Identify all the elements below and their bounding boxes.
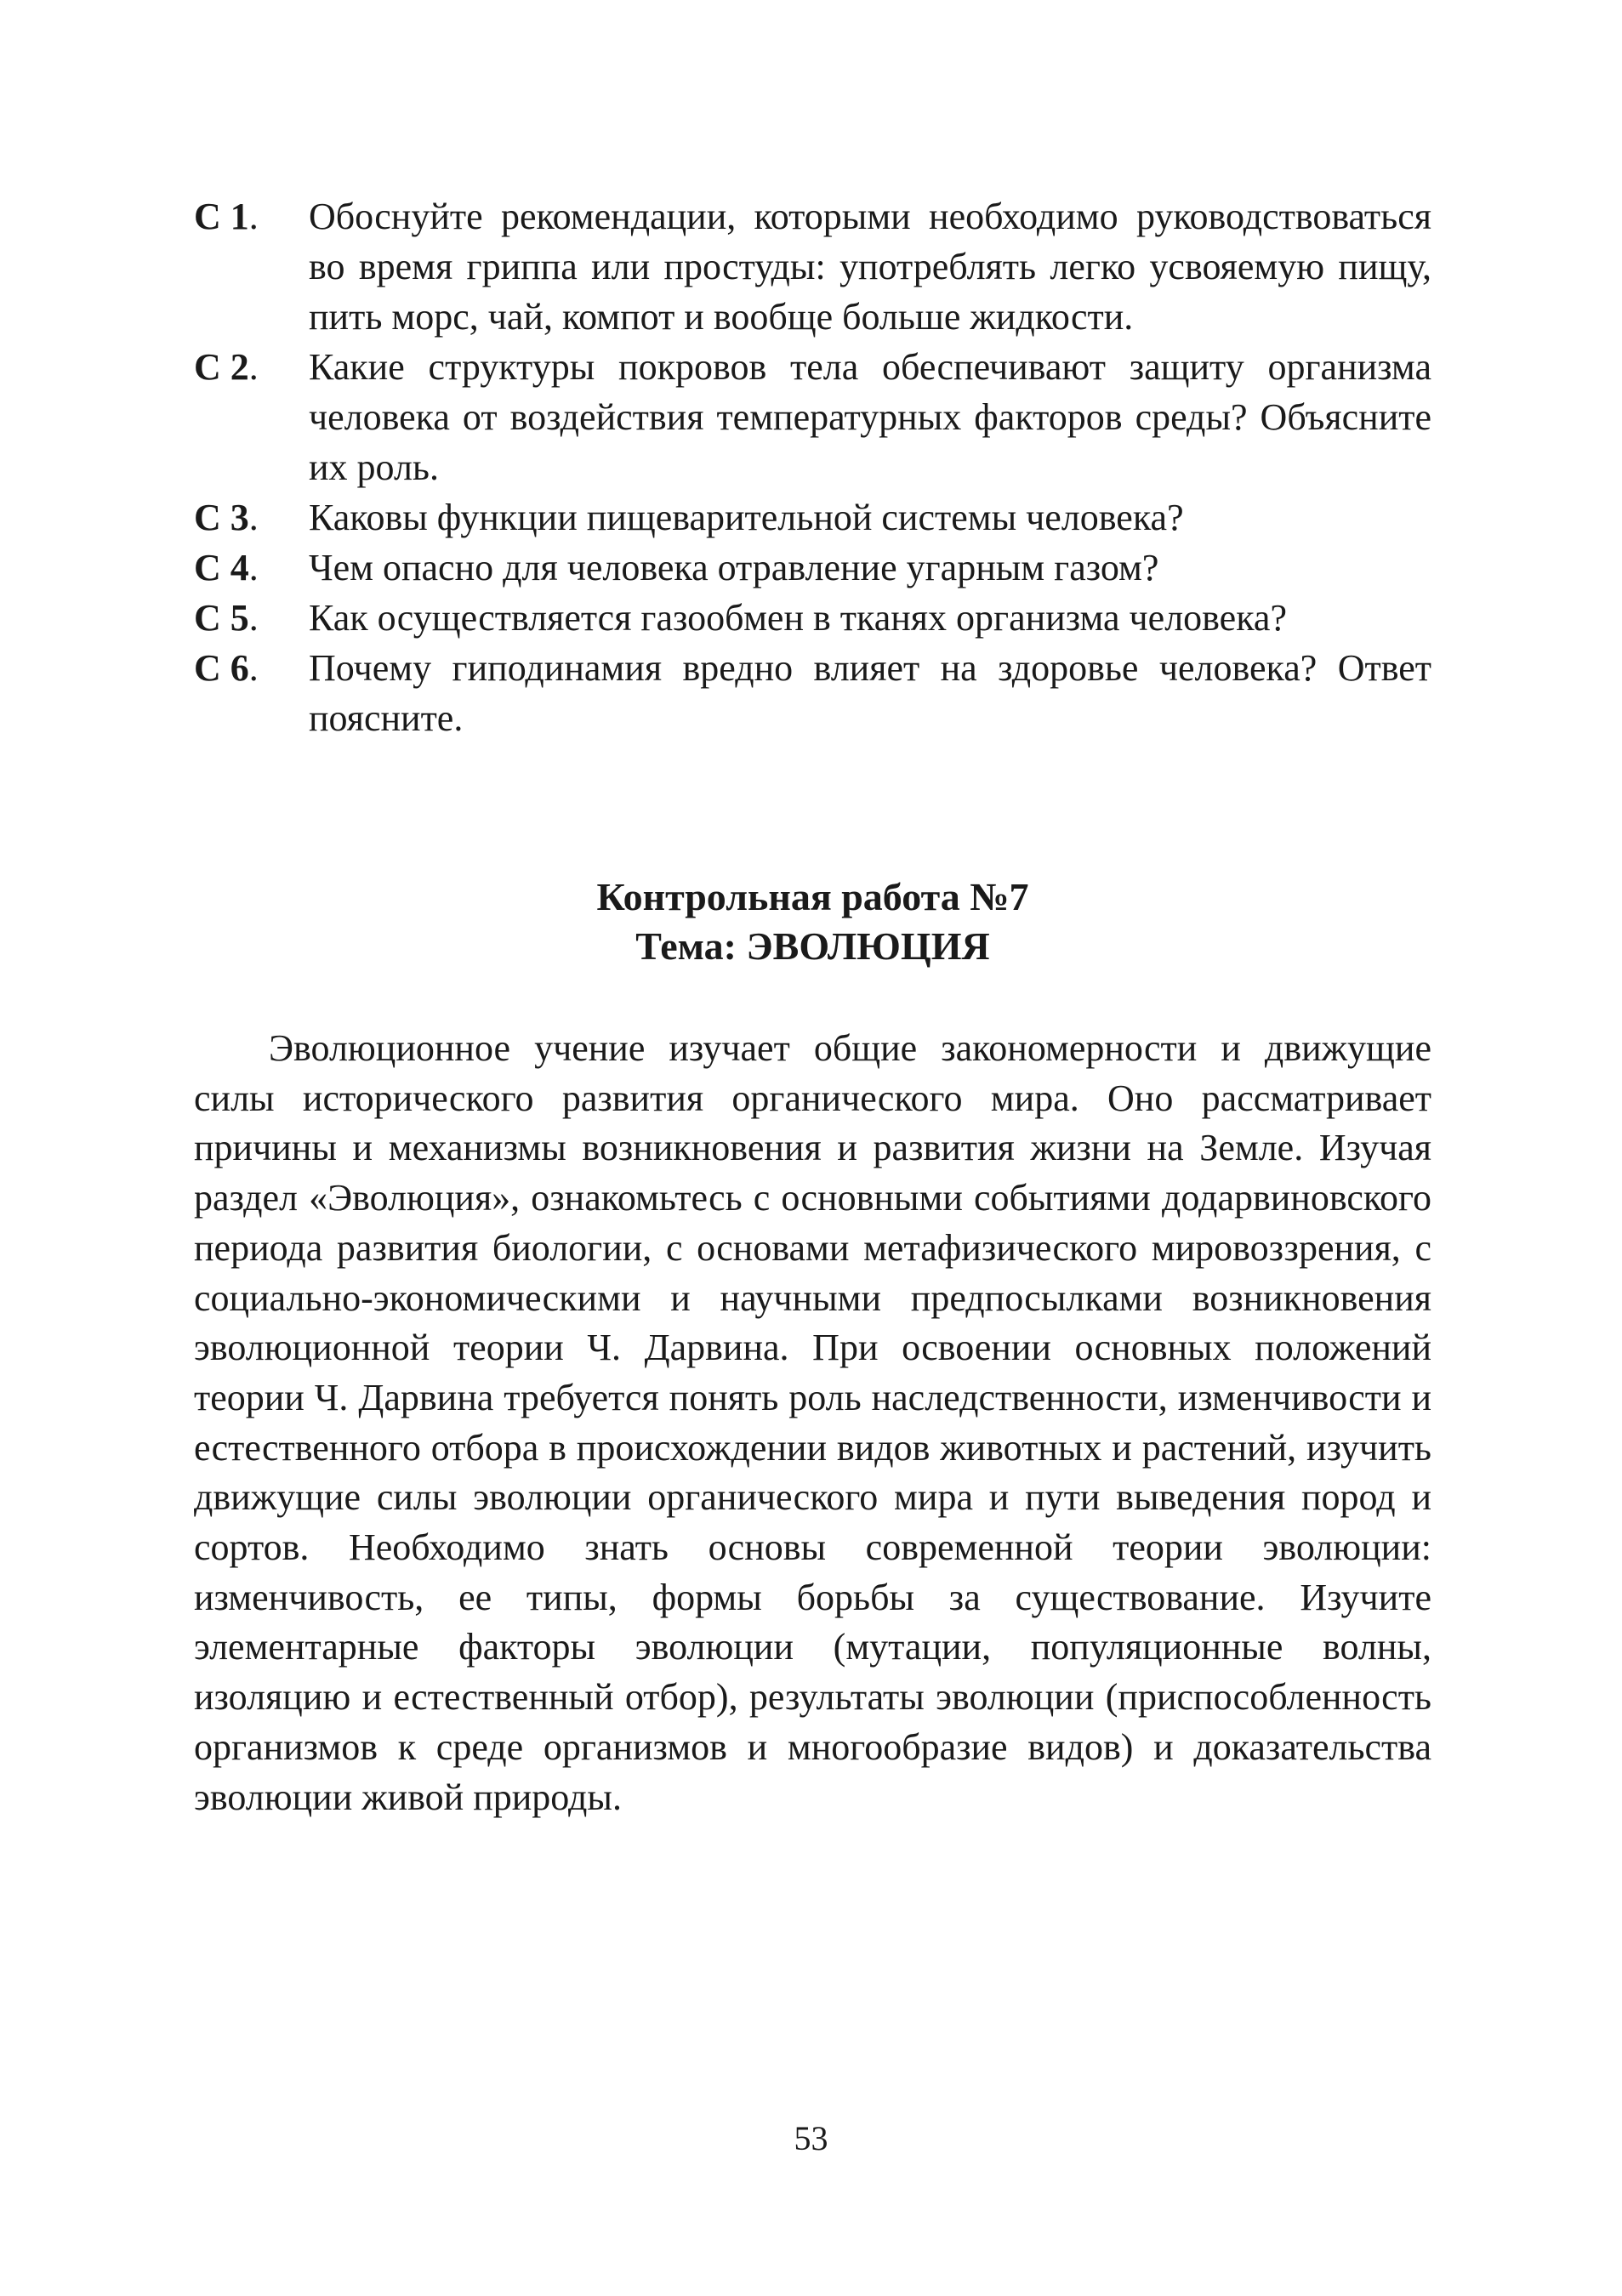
question-item (194, 342, 1431, 492)
question-number: С 1. (194, 196, 259, 237)
question-text: Обоснуйте рекомендации, которыми необходимо руководствоваться во время гриппа или простуды: употреблять легко усвояемую пищу, пить морс, чай, компот и вообще больше жидкости. (309, 196, 1431, 338)
question-text: Как осуществляется газообмен в тканях организма человека? (309, 597, 1287, 639)
question-number: С 5. (194, 597, 259, 639)
question-item (194, 643, 1431, 743)
section-heading (194, 872, 1431, 971)
question-number: С 4. (194, 547, 259, 588)
question-number: С 3. (194, 497, 259, 538)
section-title: Контрольная работа №7 (596, 875, 1029, 918)
question-text: Каковы функции пищеварительной системы человека? (309, 497, 1184, 538)
body-paragraph: Эволюционное учение изучает общие закономерности и движущие силы исторического развития органического мира. Оно рассматривает причины и механизмы возникновения и развития жизни на Земле. Изучая раздел «Эволюция», ознакомьтесь с основными событиями додарвиновского периода развития биологии, с основами метафизического мировоззрения, с социально-экономическими и научными предпосылками возникновения эволюционной теории Ч. Дарвина. При освоении основных положений теории Ч. Дарвина требуется понять роль наследственности, изменчивости и естественного отбора в происхождении видов животных и растений, изучить движущие силы эволюции органического мира и пути выведения пород и сортов. Необходимо знать основы современной теории эволюции: изменчивость, ее типы, формы борьбы за существование. Изучите элементарные факторы эволюции (мутации, популяционные волны, изоляцию и естественный отбор), результаты эволюции (приспособленность организмов к среде организмов и многообразие видов) и доказательства эволюции живой природы. (194, 1027, 1431, 1818)
question-number: С 6. (194, 647, 259, 689)
question-number: С 2. (194, 346, 259, 388)
question-item (194, 191, 1431, 342)
question-text: Чем опасно для человека отравление угарным газом? (309, 547, 1159, 588)
section-subtitle: Тема: ЭВОЛЮЦИЯ (635, 924, 990, 968)
question-item (194, 543, 1431, 593)
question-item (194, 593, 1431, 643)
question-list (194, 191, 1431, 743)
document-page (194, 191, 1431, 1860)
question-text: Почему гиподинамия вредно влияет на здоровье человека? Ответ поясните. (309, 647, 1431, 739)
question-text: Какие структуры покровов тела обеспечивают защиту организма человека от воздействия температурных факторов среды? Объясните их роль. (309, 346, 1431, 488)
question-item (194, 492, 1431, 543)
page-number: 53 (794, 2119, 828, 2157)
